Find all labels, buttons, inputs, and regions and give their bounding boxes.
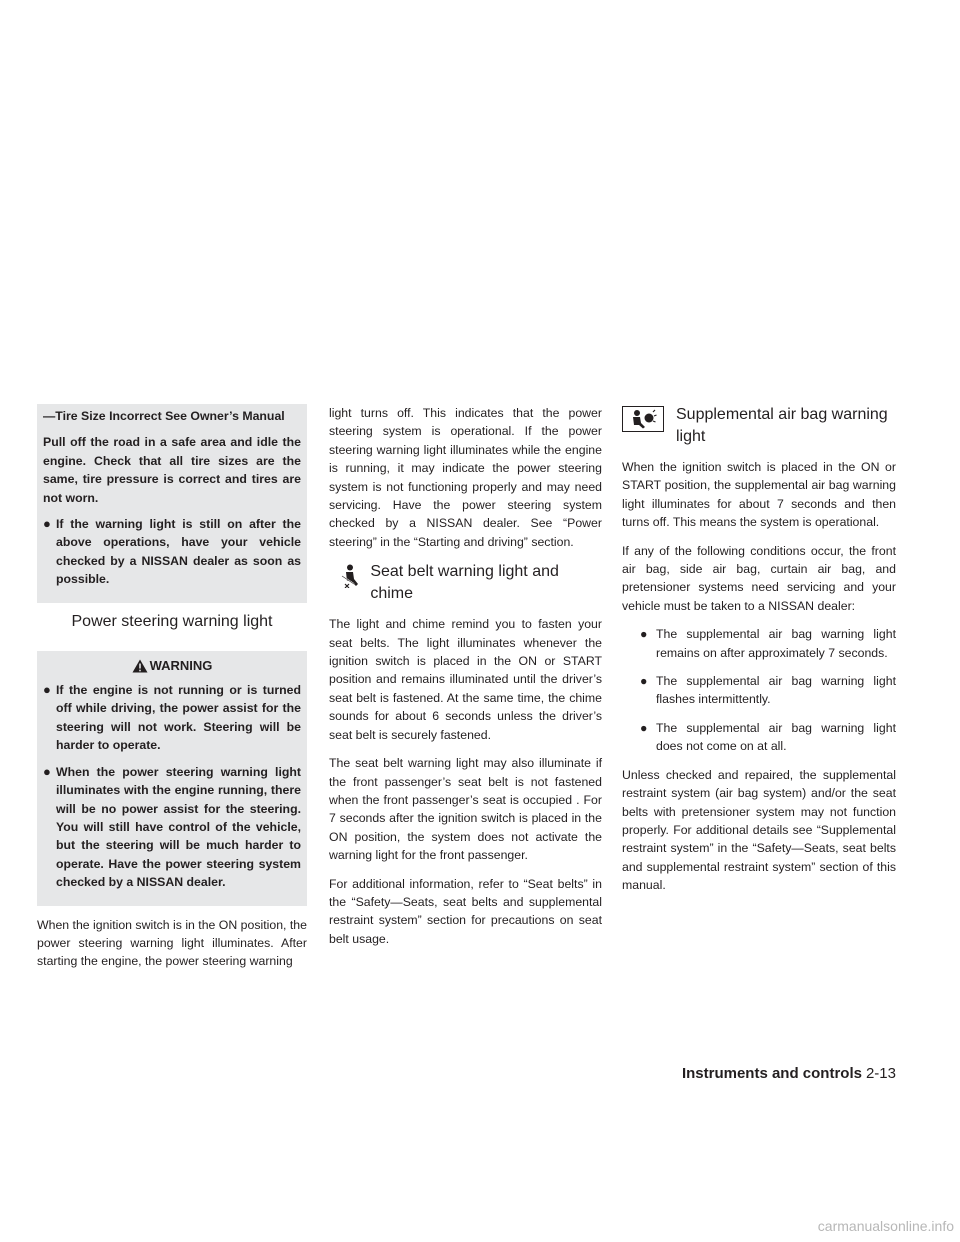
seat-belt-heading: Seat belt warning light and chime [370,563,559,603]
tire-warning-box [37,404,307,603]
column-left [37,404,307,981]
seat-belt-paragraph: The seat belt warning light may also illuminate if the front passenger’s seat belt is not fastened when the front passenger’s seat is occupied . For 7 seconds after the ignition switch is placed in the ON position, the system does not activate the warning light for the front passenger. [329,756,602,863]
warning-bullet: ● When the power steering warning light illuminates with the engine running, there will be no power assist for the steering. You will still have control of the vehicle, but the steering will be much harder to operate. Have the power steering system checked by a NISSAN dealer. [43,763,301,892]
power-steering-heading: Power steering warning light [71,612,273,630]
power-steering-continued: light turns off. This indicates that the power steering system is operational. If the power steering warning light illuminates while the engine is running, it may indicate the power steering system is not functioning properly and may need servicing. Have the power steering system checked by a NISSAN dealer. See “Power steering” in the “Starting and driving” section. [329,406,602,549]
watermark-text: carmanualsonline.info [817,1218,954,1234]
tire-size-paragraph: Pull off the road in a safe area and idle the engine. Check that all tire sizes are the same, tire pressure is correct and tires are not worn. [43,435,301,505]
airbag-bullet: ● The supplemental air bag warning light does not come on at all. [640,719,896,756]
power-steering-warning-box [37,651,307,906]
warning-label: WARNING [149,657,213,673]
page-number: 2-13 [865,1065,896,1082]
warning-title [43,657,301,675]
power-steering-paragraph: When the ignition switch is in the ON position, the power steering warning light illuminates. After starting the engine, the power steering warning [37,917,307,969]
bullet-icon: ● [640,720,648,735]
warning-triangle-icon [132,659,148,673]
bullet-icon: ● [43,516,51,532]
column-right [622,404,896,905]
seat-belt-paragraph: The light and chime remind you to fasten your seat belts. The light illuminates whenever the ignition switch is placed in the ON or START position and remains illuminated until the driver’s seat belt is fastened. At the same time, the chime sounds for about 6 seconds unless the driver’s seat belt is securely fastened. [329,617,602,742]
footer-section-title: Instruments and controls [681,1065,862,1082]
bullet-icon: ● [640,627,648,642]
bullet-icon: ● [640,674,648,689]
watermark [0,1218,960,1234]
airbag-paragraph: When the ignition switch is placed in the ON or START position, the supplemental air bag warning light illuminates for about 7 seconds and then turns off. This means the system is operational. [622,460,896,530]
warning-bullet: ● If the engine is not running or is turned off while driving, the power assist for the steering will not work. Steering will be harder to operate. [43,681,301,755]
airbag-warning-icon [622,406,664,432]
seat-belt-paragraph: For additional information, refer to “Seat belts” in the “Safety—Seats, seat belts and supplemental restraint system” section for precautions on seat belt usage. [329,876,602,946]
bullet-icon: ● [43,682,51,698]
seat-belt-section-heading [329,561,602,605]
airbag-paragraph: If any of the following conditions occur, the front air bag, side air bag, curtain air bag, and pretensioner systems need servicing and your vehicle must be taken to a NISSAN dealer: [622,543,896,613]
bullet-icon: ● [43,763,51,779]
seat-belt-icon [329,561,368,591]
page-footer [680,1065,896,1082]
airbag-section-heading [622,404,896,448]
tire-size-heading: —Tire Size Incorrect See Owner’s Manual [43,409,285,423]
airbag-paragraph: Unless checked and repaired, the supplemental restraint system (air bag system) and/or the seat belts with pretensioner system may not function properly. For additional details see “Supplemental restraint system” in the “Safety—Seats, seat belts and supplemental restraint system” section of this manual. [622,767,896,893]
airbag-heading: Supplemental air bag warning light [676,406,888,445]
column-middle [329,404,602,958]
airbag-bullet: ● The supplemental air bag warning light flashes intermittently. [640,672,896,709]
airbag-bullet: ● The supplemental air bag warning light remains on after approximately 7 seconds. [640,625,896,662]
tire-bullet: ● If the warning light is still on after the above operations, have your vehicle checked by a NISSAN dealer as soon as possible. [43,515,301,589]
